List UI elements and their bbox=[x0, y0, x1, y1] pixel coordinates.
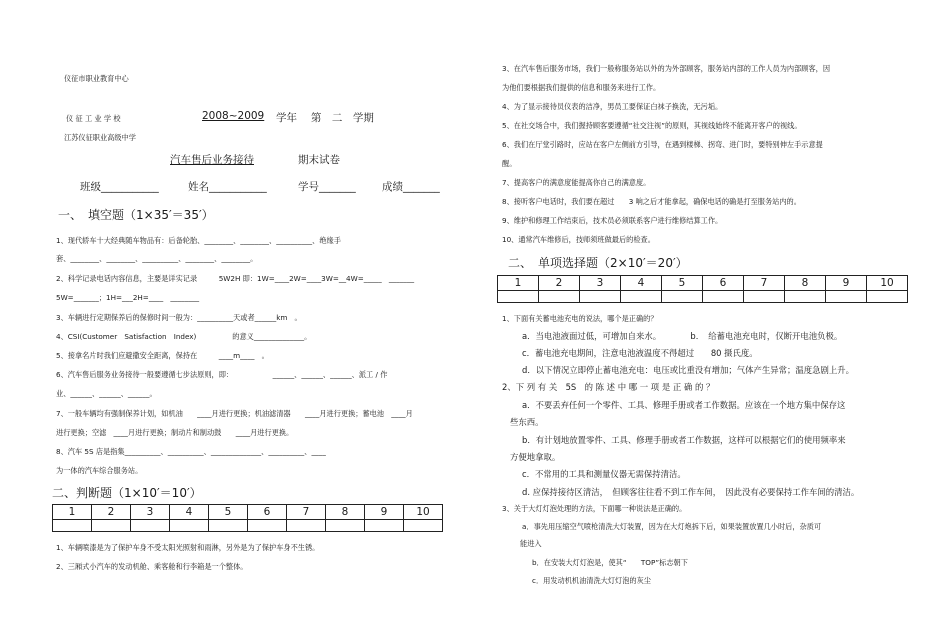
question-8-line-1: 8、汽车 5S 店是指集__________、__________、______________、__________、____ bbox=[56, 447, 326, 456]
choice-1-options-ab: a．当电池液面过低，可增加自来水。 b． 给蓄电池充电时，仅断开电池负极。 bbox=[522, 331, 843, 341]
choice-2-option-b-line-1: b．有计划地放置零件、工具、修理手册或者工作数据，这样可以根据它们的使用频率来 bbox=[522, 435, 846, 445]
question-1-line-1: 1、现代轿车十大经典随车物品有：后备轮胎、________、________、__________、绝缘手 bbox=[56, 236, 341, 245]
section-title-single-choice: 二、 单项选择题（2×10′＝20′） bbox=[508, 256, 688, 270]
table-header-cell: 7 bbox=[744, 276, 785, 291]
answer-cell[interactable] bbox=[53, 520, 92, 532]
choice-2-option-a-line-1: a．不要丢弃任何一个零件、工具、修理手册或者工作数据。应该在一个地方集中保存这 bbox=[522, 400, 846, 410]
name-field: 姓名___________ bbox=[188, 181, 267, 193]
judgement-9: 9、维护和修理工作结束后，技术员必须联系客户进行维修结算工作。 bbox=[502, 216, 723, 225]
table-header-cell: 5 bbox=[209, 505, 248, 520]
judgement-1: 1、车辆喷漆是为了保护车身不受太阳光照射和雨淋，另外是为了保护车身不生锈。 bbox=[56, 543, 320, 552]
table-header-cell: 8 bbox=[785, 276, 826, 291]
table-header-cell: 8 bbox=[326, 505, 365, 520]
table-header-cell: 9 bbox=[365, 505, 404, 520]
question-2-line-2: 5W=_______；1H=___2H=____ ________ bbox=[56, 293, 200, 302]
choice-2-option-b-line-2: 方便地拿取。 bbox=[510, 452, 561, 462]
answer-cell[interactable] bbox=[326, 520, 365, 532]
question-6-line-1: 6、汽车售后服务业务接待一般要遵循七步法原则，即： ______、______、______、派工 / 作 bbox=[56, 370, 388, 379]
question-7-line-2: 进行更换；空滤 ____月进行更换；制动片和制动鼓 ____月进行更换。 bbox=[56, 428, 294, 437]
academic-term: 学年 第 二 学期 bbox=[276, 112, 374, 124]
answer-cell[interactable] bbox=[539, 291, 580, 303]
table-header-cell: 4 bbox=[170, 505, 209, 520]
exam-type: 期末试卷 bbox=[298, 154, 340, 166]
single-choice-answer-table bbox=[497, 275, 908, 303]
answer-cell[interactable] bbox=[867, 291, 908, 303]
answer-cell[interactable] bbox=[404, 520, 443, 532]
academic-year: 2008~2009 bbox=[202, 110, 265, 122]
judgement-8: 8、接听客户电话时，我们要在超过 3 响之后才能拿起，确保电话的确是打至服务站内的。 bbox=[502, 197, 801, 206]
exam-subject: 汽车售后业务接待 bbox=[170, 154, 254, 166]
judgement-6-line-1: 6、我们在厅堂引路时，应站在客户左侧前方引导，在遇到楼梯、拐弯、进门时，要特别伸左手示意提 bbox=[502, 140, 823, 149]
answer-cell[interactable] bbox=[248, 520, 287, 532]
school-name-a: 仪 征 工 业 学 校 bbox=[66, 114, 121, 123]
answer-cell[interactable] bbox=[826, 291, 867, 303]
table-header-cell: 10 bbox=[404, 505, 443, 520]
judgement-3-line-1: 3、在汽车售后服务市场，我们一般称服务站以外的为外部顾客，服务站内部的工作人员为内部顾客，因 bbox=[502, 64, 831, 73]
table-header-cell: 1 bbox=[53, 505, 92, 520]
answer-cell[interactable] bbox=[621, 291, 662, 303]
choice-question-2: 2、下 列 有 关 5S 的 陈 述 中 哪 一 项 是 正 确 的 ？ bbox=[502, 382, 715, 392]
answer-cell[interactable] bbox=[498, 291, 539, 303]
judgement-7: 7、提高客户的满意度能提高你自己的满意度。 bbox=[502, 178, 651, 187]
choice-2-option-d: d. 应保持接待区清洁， 但顾客往往看不到工作车间， 因此没有必要保持工作车间的清洁。 bbox=[522, 487, 860, 497]
choice-3-option-c: c．用发动机机油清洗大灯灯泡的灰尘 bbox=[532, 576, 651, 585]
answer-cell[interactable] bbox=[703, 291, 744, 303]
table-header-cell: 2 bbox=[92, 505, 131, 520]
choice-1-option-d: d．以下情况立即停止蓄电池充电：电压或比重没有增加；气体产生异常；温度急剧上升。 bbox=[522, 365, 854, 375]
choice-1-option-c: c．蓄电池充电期间，注意电池液温度不得超过 80 摄氏度。 bbox=[522, 348, 758, 358]
table-header-cell: 5 bbox=[662, 276, 703, 291]
answer-cell[interactable] bbox=[170, 520, 209, 532]
answer-cell[interactable] bbox=[662, 291, 703, 303]
choice-2-option-c: c．不常用的工具和测量仪器无需保持清洁。 bbox=[522, 469, 686, 479]
answer-cell[interactable] bbox=[92, 520, 131, 532]
question-6-line-2: 业、______、______、______。 bbox=[56, 389, 157, 398]
table-header-cell: 6 bbox=[703, 276, 744, 291]
judgement-4: 4、为了显示接待员仪表的洁净，男员工要保证白袜子换洗，无污垢。 bbox=[502, 102, 723, 111]
judgement-6-line-2: 醒。 bbox=[502, 159, 517, 168]
table-header-cell: 1 bbox=[498, 276, 539, 291]
class-field: 班级___________ bbox=[80, 181, 159, 193]
section-title-fill-blank: 一、 填空题（1×35′＝35′） bbox=[58, 208, 214, 222]
choice-question-3: 3、关于大灯灯泡处理的方法，下面哪一种说法是正确的。 bbox=[502, 504, 687, 513]
student-id-field: 学号_______ bbox=[298, 181, 356, 193]
table-header-cell: 3 bbox=[131, 505, 170, 520]
question-5: 5、接拿名片时我们应避撒安全距离，保持在 ____m____ 。 bbox=[56, 351, 269, 360]
table-header-cell: 3 bbox=[580, 276, 621, 291]
answer-cell[interactable] bbox=[744, 291, 785, 303]
choice-2-option-a-line-2: 些东西。 bbox=[510, 417, 544, 427]
judgement-3-line-2: 为他们要根据我们提供的信息和服务来进行工作。 bbox=[502, 83, 661, 92]
school-name-b: 江苏仪征职业高级中学 bbox=[64, 133, 136, 142]
table-header-cell: 7 bbox=[287, 505, 326, 520]
answer-cell[interactable] bbox=[131, 520, 170, 532]
table-header-cell: 9 bbox=[826, 276, 867, 291]
table-header-cell: 4 bbox=[621, 276, 662, 291]
choice-3-option-b: b．在安装大灯灯泡是，使其“ TOP”标志朝下 bbox=[532, 558, 688, 567]
choice-3-option-a-line-1: a．事先用压缩空气喷枪清洗大灯装置，因为在大灯炮拆下后，如果装置放置几小时后，杂质可 bbox=[522, 522, 822, 531]
question-4: 4、CSI(Customer Satisfaction Index) 的意义______________。 bbox=[56, 332, 312, 341]
answer-cell[interactable] bbox=[365, 520, 404, 532]
table-header-cell: 10 bbox=[867, 276, 908, 291]
institution-name: 仪征市职业教育中心 bbox=[64, 74, 129, 83]
answer-cell[interactable] bbox=[287, 520, 326, 532]
answer-cell[interactable] bbox=[785, 291, 826, 303]
question-2-line-1: 2、科学记录电话内容信息，主要是详实记录 5W2H 即：1W=____2W=____3W=__4W=_____ _______ bbox=[56, 274, 415, 283]
answer-cell[interactable] bbox=[580, 291, 621, 303]
question-3: 3、车辆进行定期保养后的保修时间一般为：__________天或者______km 。 bbox=[56, 313, 302, 322]
section-title-true-false: 二、判断题（1×10′＝10′） bbox=[52, 486, 202, 500]
judgement-10: 10、通常汽车维修后，技师须班做最后的检查。 bbox=[502, 235, 655, 244]
question-8-line-2: 为一体的汽车综合服务站。 bbox=[56, 466, 143, 475]
judgement-5: 5、在社交场合中，我们握持顾客要遵循“社交注视”的原则，其视线始终不能离开客户的视线。 bbox=[502, 121, 802, 130]
true-false-answer-table bbox=[52, 504, 443, 532]
question-1-line-2: 套、________、________、__________、________、________。 bbox=[56, 254, 258, 263]
choice-3-option-a-line-2: 能进入 bbox=[520, 539, 542, 548]
table-header-cell: 2 bbox=[539, 276, 580, 291]
table-header-cell: 6 bbox=[248, 505, 287, 520]
judgement-2: 2、三厢式小汽车的发动机舱、乘客舱和行李箱是一个整体。 bbox=[56, 562, 248, 571]
score-field: 成绩_______ bbox=[382, 181, 440, 193]
question-7-line-1: 7、一般车辆均有强制保养计划，如机油 ____月进行更换；机油滤清器 ____月进行更换；蓄电池 ____月 bbox=[56, 409, 413, 418]
choice-question-1: 1、下面有关蓄电池充电的说法，哪个是正确的？ bbox=[502, 314, 658, 323]
answer-cell[interactable] bbox=[209, 520, 248, 532]
